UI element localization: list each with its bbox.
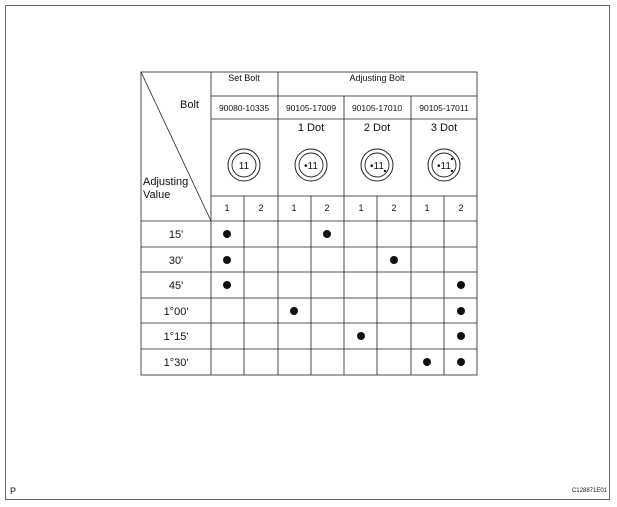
set-bolt-header: Set Bolt <box>228 73 260 83</box>
bolt-head-icon <box>361 149 393 181</box>
selection-dot <box>457 332 465 340</box>
adjusting-value: 45' <box>168 280 184 292</box>
dots-label: 1 Dot <box>297 122 325 134</box>
selection-dot <box>223 256 231 264</box>
selection-dot <box>223 230 231 238</box>
adjusting-value-label-2: Value <box>143 189 171 201</box>
adjusting-value: 15' <box>168 229 184 241</box>
head-dot <box>384 170 386 172</box>
svg-text:•11: •11 <box>304 161 318 172</box>
table-grid <box>141 72 477 375</box>
head-dot <box>451 170 453 172</box>
selection-dot <box>323 230 331 238</box>
selection-dot <box>390 256 398 264</box>
position-label: 1 <box>358 203 364 213</box>
adjusting-bolt-header: Adjusting Bolt <box>349 73 405 83</box>
bolt-head-icon <box>228 149 260 181</box>
selection-dot <box>357 332 365 340</box>
position-label: 2 <box>258 203 264 213</box>
dots-label: 3 Dot <box>430 122 458 134</box>
selection-dot <box>457 358 465 366</box>
position-label: 1 <box>291 203 297 213</box>
adjusting-value: 1°15' <box>163 331 189 343</box>
part-number: 90105-17009 <box>285 103 337 113</box>
part-number: 90105-17011 <box>419 103 469 113</box>
selection-dot <box>457 307 465 315</box>
adjusting-value-label: Adjusting <box>143 176 189 188</box>
dots-label: 2 Dot <box>363 122 391 134</box>
position-label: 2 <box>458 203 464 213</box>
position-label: 1 <box>224 203 230 213</box>
selection-dot <box>223 281 231 289</box>
position-label: 2 <box>324 203 330 213</box>
svg-text:•11: •11 <box>437 161 451 172</box>
head-dot <box>451 158 453 160</box>
svg-text:11: 11 <box>238 161 250 172</box>
selection-dot <box>423 358 431 366</box>
svg-text:•11: •11 <box>370 161 384 172</box>
part-number: 90105-17010 <box>351 103 403 113</box>
page-marker: P <box>10 486 17 496</box>
selection-dot <box>290 307 298 315</box>
adjusting-value: 1°00' <box>163 306 189 318</box>
adjusting-value: 30' <box>168 255 184 267</box>
figure-code: C128871E01 <box>571 488 607 494</box>
position-label: 2 <box>391 203 397 213</box>
bolt-axis-label: Bolt <box>180 99 199 111</box>
bolt-head-icon <box>295 149 327 181</box>
selection-dot <box>457 281 465 289</box>
adjusting-value: 1°30' <box>163 357 189 369</box>
part-number: 90080-10335 <box>218 103 270 113</box>
position-label: 1 <box>424 203 430 213</box>
bolt-head-icon <box>428 149 460 181</box>
